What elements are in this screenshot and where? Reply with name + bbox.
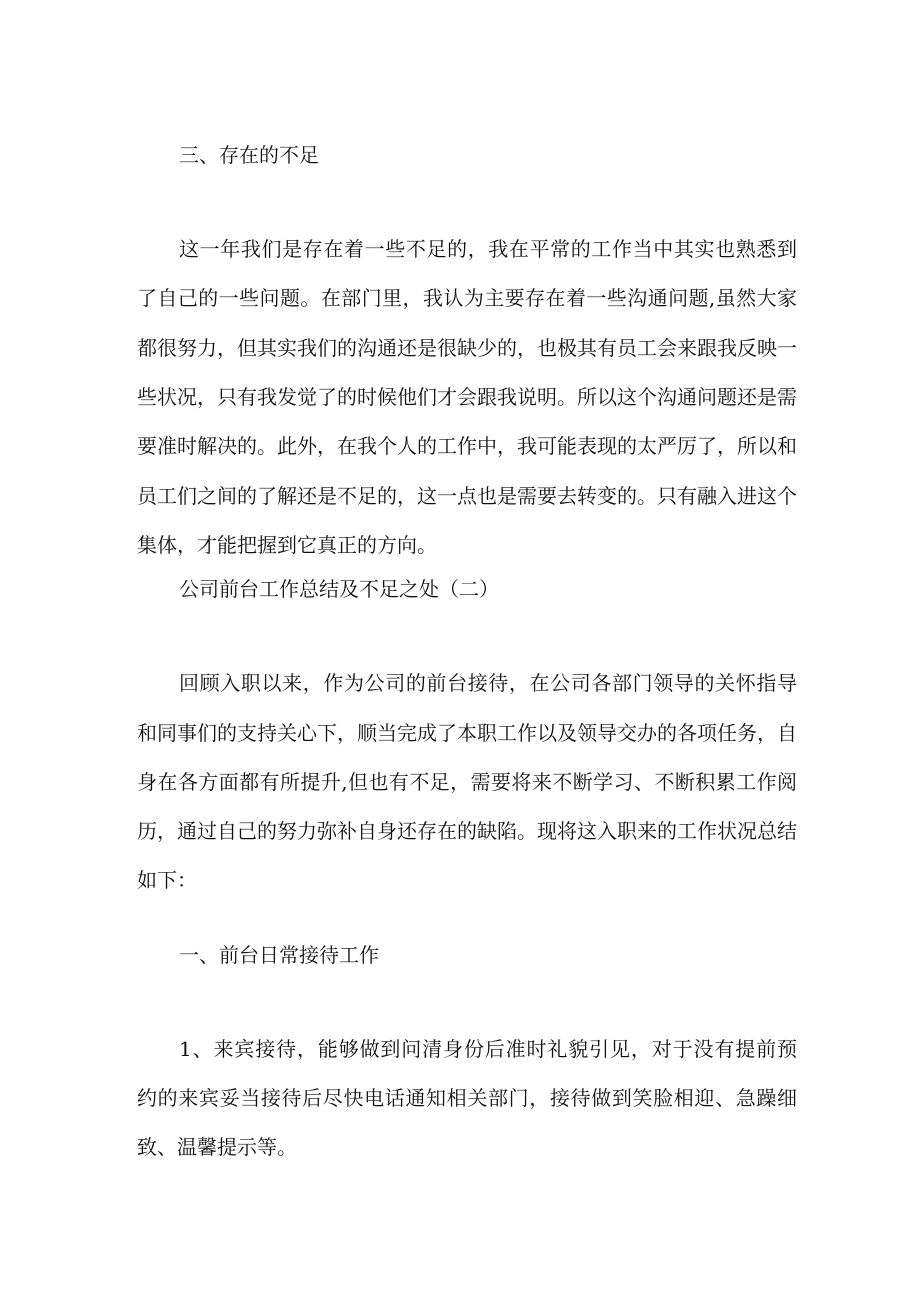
paragraph-line: 回顾入职以来，作为公司的前台接待，在公司各部门领导的关怀指导	[179, 671, 797, 695]
paragraph-line: 些状况，只有我发觉了的时候他们才会跟我说明。所以这个沟通问题还是需	[137, 385, 797, 409]
section-heading-reception: 一、前台日常接待工作	[179, 943, 379, 967]
paragraph-line: 历，通过自己的努力弥补自身还存在的缺陷。现将这入职来的工作状况总结	[137, 819, 797, 843]
paragraph-line: 和同事们的支持关心下，顺当完成了本职工作以及领导交办的各项任务，自	[137, 721, 797, 745]
paragraph-line: 致、温馨提示等。	[137, 1135, 297, 1159]
part-two-title: 公司前台工作总结及不足之处（二）	[179, 577, 499, 601]
paragraph-line: 这一年我们是存在着一些不足的，我在平常的工作当中其实也熟悉到	[179, 237, 797, 261]
section-heading-shortcomings: 三、存在的不足	[179, 143, 319, 167]
paragraph-line: 如下：	[137, 868, 197, 892]
paragraph-line: 集体，才能把握到它真正的方向。	[137, 533, 437, 557]
paragraph-line: 1、来宾接待，能够做到问清身份后准时礼貌引见，对于没有提前预	[179, 1037, 797, 1061]
paragraph-line: 都很努力，但其实我们的沟通还是很缺少的，也极其有员工会来跟我反映一	[137, 336, 797, 360]
paragraph-line: 要准时解决的。此外，在我个人的工作中，我可能表现的太严厉了，所以和	[137, 434, 797, 458]
paragraph-line: 了自己的一些问题。在部门里，我认为主要存在着一些沟通问题,虽然大家	[137, 286, 797, 310]
paragraph-line: 员工们之间的了解还是不足的，这一点也是需要去转变的。只有融入进这个	[137, 484, 797, 508]
paragraph-line: 身在各方面都有所提升,但也有不足，需要将来不断学习、不断积累工作阅	[137, 770, 797, 794]
paragraph-line: 约的来宾妥当接待后尽快电话通知相关部门，接待做到笑脸相迎、急躁细	[137, 1086, 797, 1110]
